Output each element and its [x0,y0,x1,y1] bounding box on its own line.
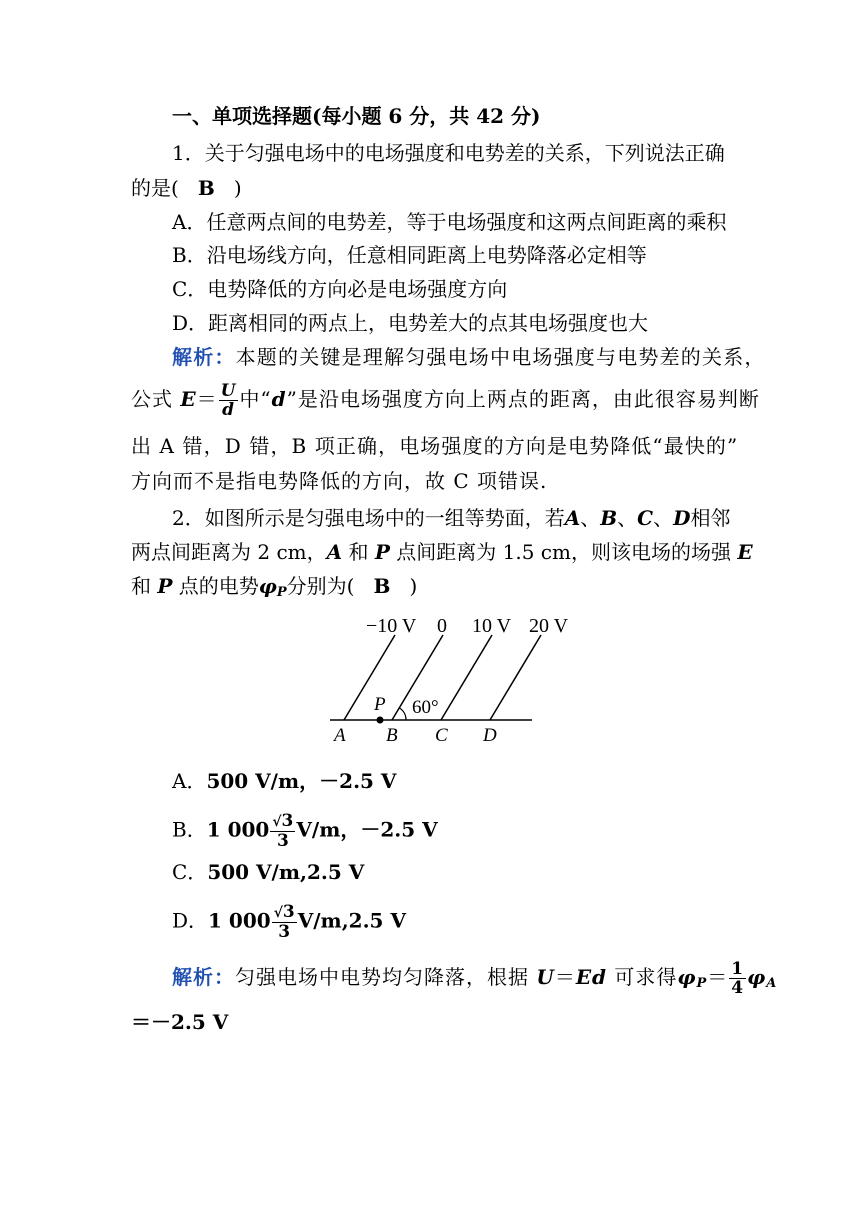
q2-var-a: A [564,506,581,530]
q1-option-c: C．电势降低的方向必是电场强度方向 [172,277,508,301]
q1-analysis-text2b: 中“ [239,387,272,411]
q1-stem-suffix: ) [233,176,242,200]
q2-stem-line1 [172,503,730,533]
q2-analysis-line1 [172,960,777,999]
q1-stem-line1: 1．关于匀强电场中的电场强度和电势差的关系，下列说法正确 [172,141,725,165]
q1-analysis-text1: 本题的关键是理解匀强电场中电场强度与电势差的关系， [235,345,766,369]
q2-stem-text2a: 两点间距离为 2 cm， [131,540,327,564]
q2-option-b-den: 3 [276,831,289,851]
q1-analysis-text2c: ”是沿电场强度方向上两点的距离，由此很容易判断 [286,387,760,411]
angle-label: 60° [412,697,439,718]
q2-stem-text2b: 和 [348,540,369,564]
q1-option-b: B．沿电场线方向，任意相同距离上电势降落必定相等 [172,243,647,267]
q1-stem-prefix: 的是( [131,176,179,200]
equipotential-figure [320,610,580,750]
q2-answer: B [373,574,391,598]
q2-analysis-equals: ＝ [554,965,576,989]
q2-analysis-text-b: 可求得 [614,965,678,989]
q2-stem-line3 [131,571,417,608]
q1-analysis-line3: 出 A 错，D 错，B 项正确，电场强度的方向是电势降低“最快的” [131,434,739,458]
q1-analysis-label: 解析： [172,345,236,369]
label-c: C [435,725,448,746]
q2-option-b-label: B． [172,817,207,842]
q1-frac-num: U [220,381,237,401]
q1-answer: B [197,176,215,200]
q2-stem-text1a: 2．如图所示是匀强电场中的一组等势面，若 [172,506,565,530]
q1-analysis-line1 [172,342,766,372]
q1-option-d: D．距离相同的两点上，电势差大的点其电场强度也大 [172,311,649,335]
q2-var-e: E [737,540,753,564]
section-heading: 一、单项选择题(每小题 6 分，共 42 分) [172,104,541,128]
q1-stem-line2 [131,173,242,203]
q2-analysis-frac-den: 4 [731,978,745,998]
q2-option-d-fraction [272,903,297,941]
q2-option-d-coef: 1 000 [208,908,271,933]
label-potential-neg10: −10 V [366,615,417,637]
q2-analysis-phi-a: φ [747,965,767,989]
q2-option-d-unit: V/m,2.5 V [297,908,406,933]
q2-option-c-label: C． [172,860,208,884]
q2-stem-line2 [131,537,753,567]
label-p: P [374,694,386,715]
label-d: D [483,725,497,746]
equipotential-line-10 [441,635,492,720]
q2-var-c: C [637,506,654,530]
q2-option-d [172,903,406,941]
q2-analysis-var-ed: Ed [575,965,608,989]
q2-stem-text3d: ) [409,574,418,598]
q2-option-d-label: D． [172,908,209,933]
q2-option-d-den: 3 [278,922,291,942]
q2-option-c-text: 500 V/m,2.5 V [207,860,365,884]
q1-equals: ＝ [196,387,218,411]
q2-sep-2: 、 [617,506,638,530]
q2-analysis-phi-p: φ [677,965,697,989]
q2-option-b-radicand: 3 [281,811,294,831]
q2-phi-sub: P [276,585,287,600]
q2-stem-text3a: 和 [131,574,151,598]
q2-analysis-phi-a-sub: A [766,976,778,991]
q2-option-d-radicand: 3 [282,902,295,922]
q2-analysis-var-u: U [536,965,555,989]
q2-option-a [172,766,396,796]
q2-stem-text3b: 点的电势 [178,574,259,598]
q1-analysis-line2 [131,382,760,419]
label-b: B [386,725,398,746]
q2-analysis-frac-num: 1 [731,959,745,979]
label-a: A [334,725,346,746]
q2-stem-text1b: 相邻 [690,506,731,530]
q2-analysis-line2: ＝－2.5 V [131,1010,229,1034]
q1-option-a: A．任意两点间的电势差，等于电场强度和这两点间距离的乘积 [172,210,727,234]
q1-analysis-text2a: 公式 [131,387,173,411]
q2-var-a2: A [326,540,343,564]
q2-var-p2: P [157,574,173,598]
q2-option-b-unit: V/m，－2.5 V [296,817,438,842]
q2-stem-text3c: 分别为( [286,574,355,598]
q2-analysis-fraction [729,960,746,997]
q2-sep-3: 、 [653,506,674,530]
label-potential-20: 20 V [529,615,569,637]
label-potential-10: 10 V [472,615,512,637]
q2-analysis-equals-2: ＝ [707,965,729,989]
point-p-dot [377,717,384,724]
q1-frac-den: d [222,400,235,420]
q2-var-b: B [600,506,618,530]
angle-arc [400,708,407,720]
q2-var-d: D [673,506,691,530]
q2-option-a-label: A． [172,769,207,793]
q2-analysis-label: 解析： [172,965,235,989]
q2-option-a-text: 500 V/m，－2.5 V [206,769,397,793]
q2-option-d-sqrt: √3 [273,902,295,922]
q1-var-e: E [180,387,197,411]
q1-fraction [219,382,239,419]
q2-option-b [172,812,438,850]
label-potential-0: 0 [437,615,447,637]
q2-option-b-fraction [270,812,295,850]
q2-analysis-text-a: 匀强电场中电势均匀降落，根据 [235,965,529,989]
q2-option-b-coef: 1 000 [206,817,270,842]
q1-analysis-line4: 方向而不是指电势降低的方向，故 C 项错误. [131,469,548,493]
q2-sep-1: 、 [580,506,601,530]
equipotential-line-20 [490,635,541,720]
q2-var-p: P [374,540,390,564]
q1-var-d: d [271,387,287,411]
q2-phi: φ [258,574,277,598]
q2-analysis-phi-p-sub: P [696,976,708,991]
q2-option-c [172,857,364,887]
q2-option-b-sqrt: √3 [272,811,294,831]
q2-stem-text2c: 点间距离为 1.5 cm，则该电场的场强 [396,540,731,564]
equipotential-line-neg10 [344,635,395,720]
